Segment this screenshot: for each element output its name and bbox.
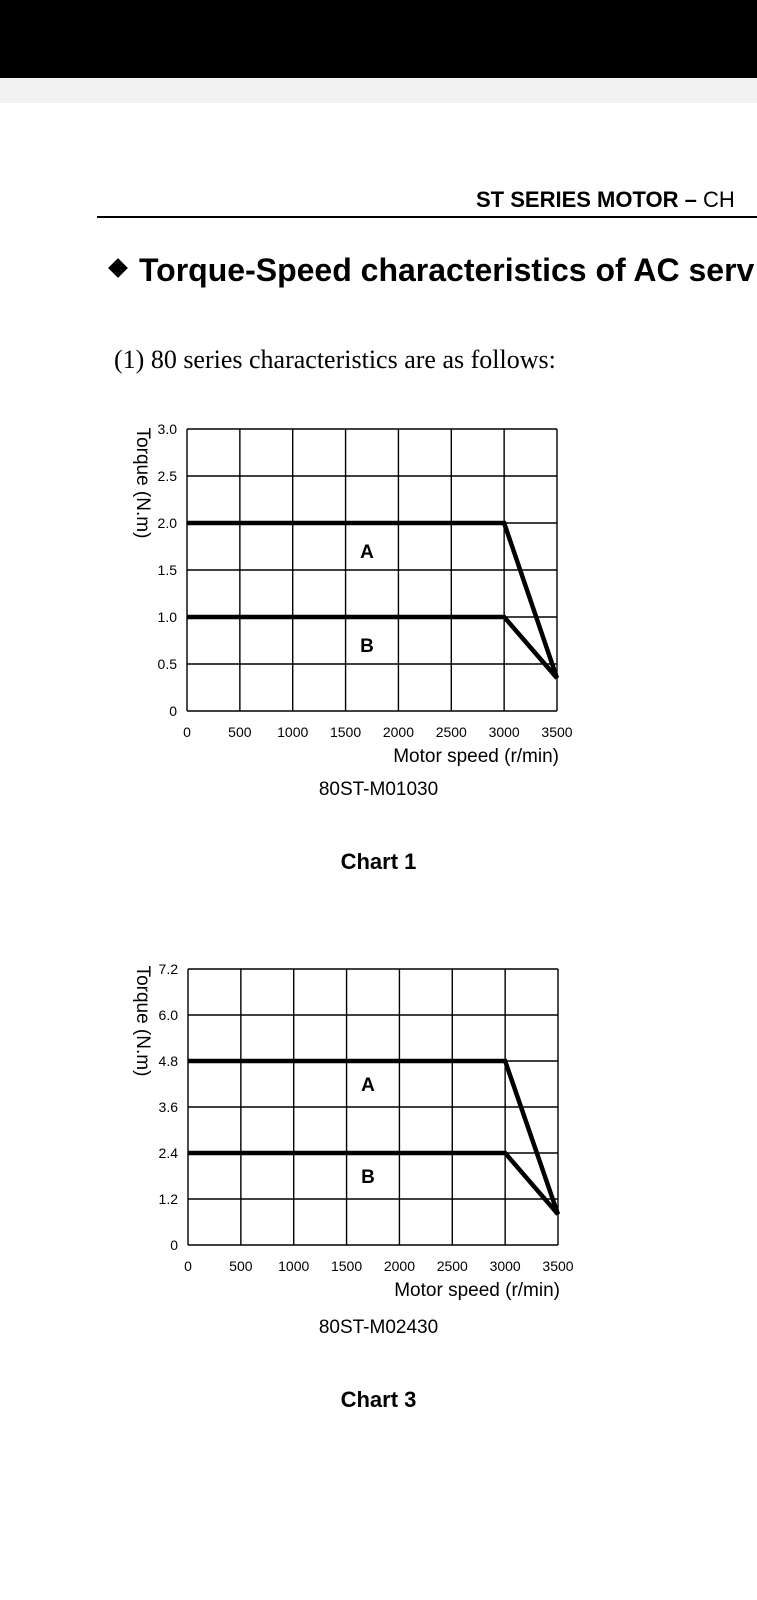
- x-axis-label: Motor speed (r/min): [393, 746, 559, 767]
- x-tick-label: 500: [228, 724, 252, 740]
- y-tick-label: 0.5: [157, 656, 177, 672]
- y-tick-label: 0: [170, 1237, 178, 1253]
- intro-paragraph: (1) 80 series characteristics are as follows:: [114, 345, 556, 374]
- x-tick-label: 500: [229, 1258, 253, 1274]
- x-axis-label: Motor speed (r/min): [394, 1280, 560, 1301]
- area-label-a: A: [361, 1075, 375, 1096]
- x-tick-label: 3000: [488, 724, 520, 740]
- y-tick-label: 1.2: [158, 1191, 178, 1207]
- chart-1-caption: Chart 1: [340, 849, 417, 874]
- y-tick-label: 3.0: [157, 421, 177, 437]
- y-tick-label: 4.8: [158, 1053, 178, 1069]
- x-tick-label: 2500: [435, 724, 467, 740]
- y-tick-label: 7.2: [158, 961, 178, 977]
- y-tick-label: 0: [169, 703, 177, 719]
- chart-1-model: 80ST-M01030: [318, 779, 439, 800]
- x-tick-label: 3500: [542, 1258, 574, 1274]
- x-tick-label: 2000: [383, 1258, 416, 1274]
- x-tick-label: 1000: [277, 724, 309, 740]
- y-axis-label: Torque (N.m): [132, 965, 153, 1077]
- y-axis-label: Torque (N.m): [132, 427, 153, 539]
- area-label-b: B: [360, 636, 374, 658]
- top-bar: [0, 0, 757, 78]
- running-head-bold: ST SERIES MOTOR –: [476, 187, 703, 212]
- x-tick-label: 0: [184, 1258, 192, 1274]
- x-tick-label: 2500: [436, 1258, 468, 1274]
- y-tick-label: 1.0: [157, 609, 177, 625]
- chart-3-plot: [0, 103, 757, 1503]
- chart-3-caption: Chart 3: [340, 1387, 417, 1412]
- x-tick-label: 1500: [330, 1258, 363, 1274]
- y-tick-label: 6.0: [158, 1007, 178, 1023]
- section-title-text: Torque-Speed characteristics of AC serv: [139, 252, 755, 288]
- y-tick-label: 2.4: [158, 1145, 178, 1161]
- area-label-a: A: [360, 542, 374, 564]
- chart-3-model: 80ST-M02430: [318, 1317, 439, 1338]
- x-tick-label: 0: [183, 724, 191, 740]
- running-head-tail: CH: [702, 187, 735, 212]
- y-tick-label: 1.5: [157, 562, 177, 578]
- y-tick-label: 2.5: [157, 468, 177, 484]
- y-tick-label: 2.0: [157, 515, 177, 531]
- x-tick-label: 3000: [489, 1258, 521, 1274]
- y-tick-label: 3.6: [158, 1099, 178, 1115]
- x-tick-label: 1000: [278, 1258, 310, 1274]
- x-tick-label: 1500: [329, 724, 362, 740]
- x-tick-label: 2000: [382, 724, 415, 740]
- document-page: [0, 103, 757, 1600]
- x-tick-label: 3500: [541, 724, 573, 740]
- area-label-b: B: [361, 1167, 375, 1188]
